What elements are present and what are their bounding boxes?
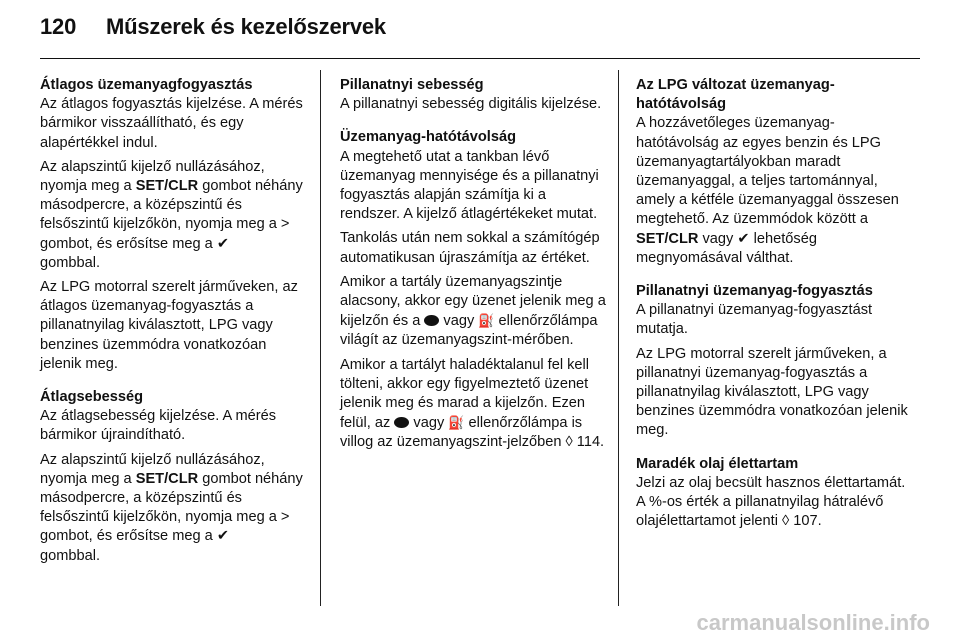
page-reference: 114. (572, 434, 605, 451)
section-average-speed (40, 388, 308, 566)
page-reference-icon: ◊ (782, 513, 790, 530)
section-title: Átlagos üzemanyagfogyasztás (40, 77, 253, 93)
set-clr-label: SET/CLR (135, 470, 199, 487)
set-clr-label: SET/CLR (135, 178, 199, 195)
section-title: Pillanatnyi üzemanyag-fogyasztás (636, 283, 873, 300)
column-3 (636, 76, 908, 545)
paragraph: Az LPG motorral szerelt járműveken, a pillanatnyi üzemanyag-fogyasztás a pillanatnyilag kiválasztott, LPG vagy benzines üzemmódra vonatkozóan jelenik meg. (636, 345, 908, 439)
fuel-pump-icon: ⛽ (478, 313, 495, 329)
checkmark-icon: ✔ (216, 528, 230, 545)
fuel-pump-icon: ⛽ (448, 415, 465, 431)
text: vagy (439, 313, 479, 330)
section-title: Pillanatnyi sebesség (340, 77, 484, 93)
paragraph (636, 474, 908, 532)
section-title: Átlagsebesség (40, 389, 144, 406)
text: gombot néhány másodpercre, a középszintű és felsőszintű kijelzőkön, nyomja meg a (40, 470, 303, 526)
set-clr-label: SET/CLR (636, 230, 699, 247)
section-oil-life (636, 455, 908, 532)
page-header (40, 14, 386, 40)
text: gombbal. (40, 254, 101, 271)
text: Jelzi az olaj becsült hasznos élettartamát. A %-os érték a pillanatnyilag hátralévő olajélettartamot jelenti (636, 474, 906, 530)
paragraph (340, 273, 608, 351)
text: Az alapszintű kijelző nullázásához, nyomja meg a (40, 158, 265, 195)
section-title: Maradék olaj élettartam (636, 455, 799, 472)
text: gombbal. (40, 547, 101, 564)
fuel-lamp-icon (424, 315, 439, 326)
text: A hozzávetőleges üzemanyag-hatótávolság az egyes benzin és LPG üzemanyagtartályokban maradt üzemanyaggal, a teljes tartománnyal, amely a kétféle üzemanyaggal összesen megtehető. Az üzemmódok között a (636, 115, 899, 228)
text: gombot, és erősítse meg a (40, 528, 217, 545)
text: Amikor a tartályt haladéktalanul fel kell tölteni, akkor egy figyelmeztető üzenet jelenik meg és marad a kijelzőn. Ezen felül, az (340, 356, 590, 432)
text: ellenőrzőlámpa világít az üzemanyagszint-mérőben. (340, 313, 598, 349)
text: Amikor a tartály üzemanyagszintje alacsony, akkor egy üzenet jelenik meg a kijelzőn és a (340, 273, 606, 330)
paragraph (636, 114, 908, 268)
text: lehetőség megnyomásával válthat. (636, 230, 817, 266)
text: vagy (698, 230, 738, 247)
paragraph: Az átlagsebesség kijelzése. A mérés bármikor újraindítható. (40, 408, 277, 444)
paragraph: Az átlagos fogyasztás kijelzése. A mérés bármikor visszaállítható, és egy alapértékkel indul. (40, 96, 303, 151)
paragraph: Tankolás után nem sokkal a számítógép automatikusan újraszámítja az értéket. (340, 230, 600, 266)
watermark: carmanualsonline.info (696, 610, 930, 635)
paragraph: Az LPG motorral szerelt járműveken, az átlagos üzemanyag-fogyasztás a pillanatnyilag kiválasztott, LPG vagy benzines üzemmódra vonatkozóan jelenik meg. (40, 279, 298, 372)
section-title: Üzemanyag-hatótávolság (340, 129, 516, 146)
checkmark-icon: ✔ (216, 235, 230, 252)
text: Az alapszintű kijelző nullázásához, nyomja meg a (40, 451, 265, 487)
paragraph: A pillanatnyi üzemanyag-fogyasztást mutatja. (636, 302, 873, 338)
paragraph (40, 451, 308, 566)
page-number: 120 (40, 14, 77, 39)
text: vagy (409, 415, 449, 432)
paragraph: A megtehető utat a tankban lévő üzemanyag mennyisége és a pillanatnyi fogyasztás alapján számítja ki a rendszer. A kijelző átlagértékeket mutat. (340, 148, 599, 223)
column-divider-1 (320, 70, 321, 606)
section-lpg-range (636, 76, 908, 268)
section-title: Az LPG változat üzemanyag-hatótávolság (636, 77, 835, 113)
text: gombot, és erősítse meg a (40, 235, 217, 252)
checkmark-icon: ✔ (737, 230, 750, 247)
page-reference-icon: ◊ (565, 434, 573, 451)
text: gombot néhány másodpercre, a középszintű és felsőszintű kijelzőkön, nyomja meg a (40, 178, 303, 233)
section-current-consumption (636, 282, 908, 441)
section-fuel-range (340, 128, 608, 452)
page-title: Műszerek és kezelőszervek (106, 14, 386, 39)
section-current-speed (340, 76, 608, 114)
paragraph (340, 356, 608, 453)
chevron-right-icon: > (280, 509, 290, 526)
header-rule (40, 58, 920, 59)
paragraph: A pillanatnyi sebesség digitális kijelzése. (340, 96, 602, 113)
column-divider-2 (618, 70, 619, 606)
fuel-lamp-icon (394, 417, 409, 428)
column-2 (340, 76, 608, 467)
section-average-consumption (40, 76, 308, 374)
paragraph (40, 158, 308, 273)
page-reference: 107. (789, 513, 822, 530)
text: ellenőrzőlámpa is villog az üzemanyagszint-jelzőben (340, 415, 583, 451)
chevron-right-icon: > (280, 216, 290, 233)
column-1 (40, 76, 308, 580)
